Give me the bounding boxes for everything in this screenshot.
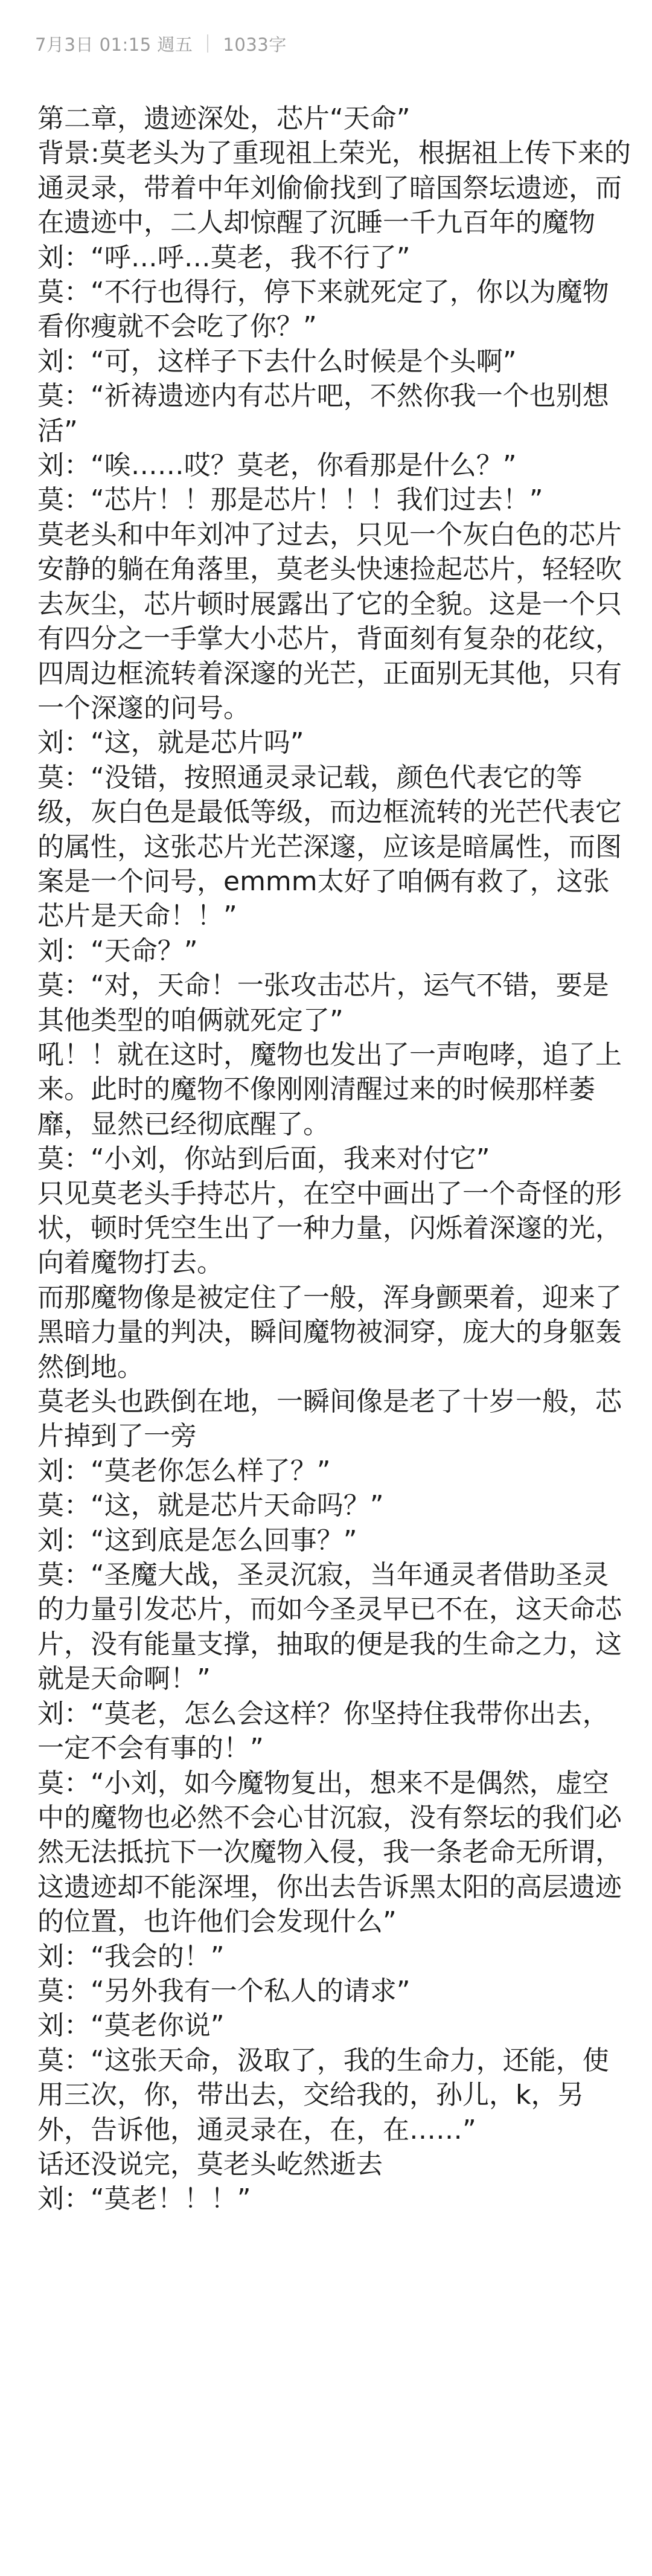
chapter-title: 第二章，遗迹深处，芯片“天命”: [37, 103, 411, 134]
note-char-count: 1033字: [223, 34, 287, 55]
note-paragraph: 刘：“莫老你怎么样了？”: [37, 1455, 331, 1486]
note-paragraph: 莫老头和中年刘冲了过去，只见一个灰白色的芯片安静的躺在角落里，莫老头快速捡起芯片，轻轻吹去灰尘，芯片顿时展露出了它的全貌。这是一个只有四分之一手掌大小芯片，背面刻有复杂的花纹，四周边框流转着深邃的光芒，正面别无其他，只有一个深邃的问号。: [37, 519, 622, 724]
note-body[interactable]: [37, 101, 635, 2217]
note-paragraph: 刘：“莫老你说”: [37, 2010, 225, 2041]
note-paragraph: 莫：“祈祷遗迹内有芯片吧，不然你我一个也别想活”: [37, 381, 609, 446]
note-paragraph: 刘：“天命？”: [37, 935, 198, 966]
note-paragraph: 刘：“呼…呼…莫老，我不行了”: [37, 242, 411, 273]
note-paragraph: 刘：“莫老，怎么会这样？你坚持住我带你出去，一定不会有事的！”: [37, 1698, 609, 1764]
note-paragraph: 话还没说完，莫老头屹然逝去: [37, 2148, 383, 2180]
note-paragraph: 刘：“莫老！！！”: [37, 2183, 251, 2215]
note-paragraph: 只见莫老头手持芯片，在空中画出了一个奇怪的形状，顿时凭空生出了一种力量，闪烁着深邃的光，向着魔物打去。: [37, 1178, 622, 1279]
note-paragraph: 莫：“没错，按照通灵录记载，颜色代表它的等级，灰白色是最低等级，而边框流转的光芒代表它的属性，这张芯片光芒深邃，应该是暗属性，而图案是一个问号，emmm太好了咱俩有救了，这张芯片是天命！！”: [37, 762, 622, 932]
note-datetime: 7月3日 01:15 週五: [35, 34, 193, 55]
note-paragraph: 刘：“可，这样子下去什么时候是个头啊”: [37, 345, 517, 377]
note-meta-bar: [35, 29, 287, 58]
note-paragraph: 莫：“这，就是芯片天命吗？”: [37, 1490, 384, 1521]
note-paragraph: 莫：“对，天命！一张攻击芯片，运气不错，要是其他类型的咱俩就死定了”: [37, 970, 609, 1036]
meta-divider: [207, 34, 208, 53]
note-paragraph: 刘：“我会的！”: [37, 1941, 225, 1972]
note-paragraph: 而那魔物像是被定住了一般，浑身颤栗着，迎来了黑暗力量的判决，瞬间魔物被洞穿，庞大的身躯轰然倒地。: [37, 1282, 622, 1383]
note-paragraph: 刘：“这，就是芯片吗”: [37, 727, 304, 759]
note-paragraph: 莫：“小刘，你站到后面，我来对付它”: [37, 1143, 490, 1175]
note-paragraph: 莫：“芯片！！那是芯片！！！我们过去！”: [37, 484, 543, 516]
note-paragraph: 吼！！就在这时，魔物也发出了一声咆哮，追了上来。此时的魔物不像刚刚清醒过来的时候那样萎靡，显然已经彻底醒了。: [37, 1039, 622, 1140]
note-paragraph: 刘：“这到底是怎么回事？”: [37, 1524, 357, 1556]
note-paragraph: 背景:莫老头为了重现祖上荣光，根据祖上传下来的通灵录，带着中年刘偷偷找到了暗国祭坛遗迹，而在遗迹中，二人却惊醒了沉睡一千九百年的魔物: [37, 138, 631, 239]
note-paragraph: 莫：“另外我有一个私人的请求”: [37, 1975, 411, 2006]
note-paragraph: 刘：“唉……哎？莫老，你看那是什么？”: [37, 450, 517, 481]
note-paragraph: 莫：“这张天命，汲取了，我的生命力，还能，使用三次，你，带出去，交给我的，孙儿，k，另外，告诉他，通灵录在，在，在……”: [37, 2044, 609, 2145]
note-paragraph: 莫老头也跌倒在地，一瞬间像是老了十岁一般，芯片掉到了一旁: [37, 1386, 622, 1452]
note-paragraph: 莫：“小刘，如今魔物复出，想来不是偶然，虚空中的魔物也必然不会心甘沉寂，没有祭坛的我们必然无法抵抗下一次魔物入侵，我一条老命无所谓，这遗迹却不能深埋，你出去告诉黑太阳的高层遗迹的位置，也许他们会发现什么”: [37, 1767, 622, 1938]
note-paragraph: 莫：“不行也得行，停下来就死定了，你以为魔物看你瘦就不会吃了你？”: [37, 277, 609, 342]
note-paragraph: 莫：“圣魔大战，圣灵沉寂，当年通灵者借助圣灵的力量引发芯片，而如今圣灵早已不在，这天命芯片，没有能量支撑，抽取的便是我的生命之力，这就是天命啊！”: [37, 1559, 622, 1695]
